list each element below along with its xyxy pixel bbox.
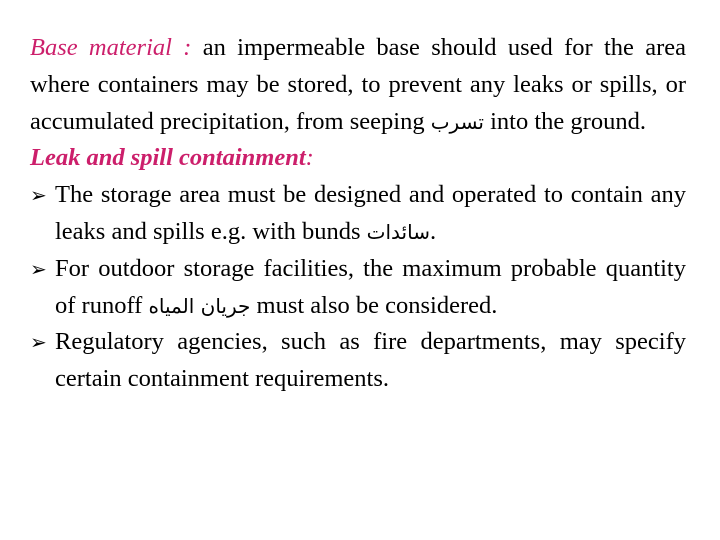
- bullet-item-regulatory: [30, 324, 686, 398]
- bullet-item-bunds: [30, 177, 686, 251]
- leak-spill-heading-text: Leak and spill containment: [30, 144, 306, 172]
- base-material-text: an impermeable base should used for the area where containers may be stored, to prevent any leaks or spills, or accumulated precipitation, from seeping: [30, 34, 686, 135]
- bullet-item-runoff: [30, 251, 686, 325]
- bullet-text-end: .: [429, 217, 437, 245]
- arrow-bullet-icon: ➢: [30, 256, 47, 281]
- arabic-term-seepage: تسرب: [430, 109, 484, 134]
- bullet-text: The storage area must be designed and operated to contain any leaks and spills e.g. with bunds: [55, 181, 686, 245]
- leak-spill-heading-colon: :: [305, 144, 314, 172]
- arabic-term-runoff: جريان المياه: [148, 293, 251, 318]
- base-material-heading: Base material: [30, 34, 172, 61]
- bullet-text: For outdoor storage facilities, the maximum probable quantity of runoff: [55, 254, 686, 319]
- arabic-term-bunds: سائدات: [366, 219, 430, 244]
- leak-spill-heading: [30, 140, 686, 177]
- slide-content: [30, 30, 686, 398]
- arrow-bullet-icon: ➢: [30, 183, 47, 208]
- base-material-separator: :: [171, 34, 203, 61]
- bullet-text: Regulatory agencies, such as fire departments, may specify certain containment requirements.: [55, 328, 686, 393]
- base-material-paragraph: [30, 30, 686, 140]
- base-material-text-end: into the ground.: [483, 107, 646, 135]
- bullet-text-end: must also be considered.: [250, 291, 498, 319]
- arrow-bullet-icon: ➢: [30, 330, 47, 355]
